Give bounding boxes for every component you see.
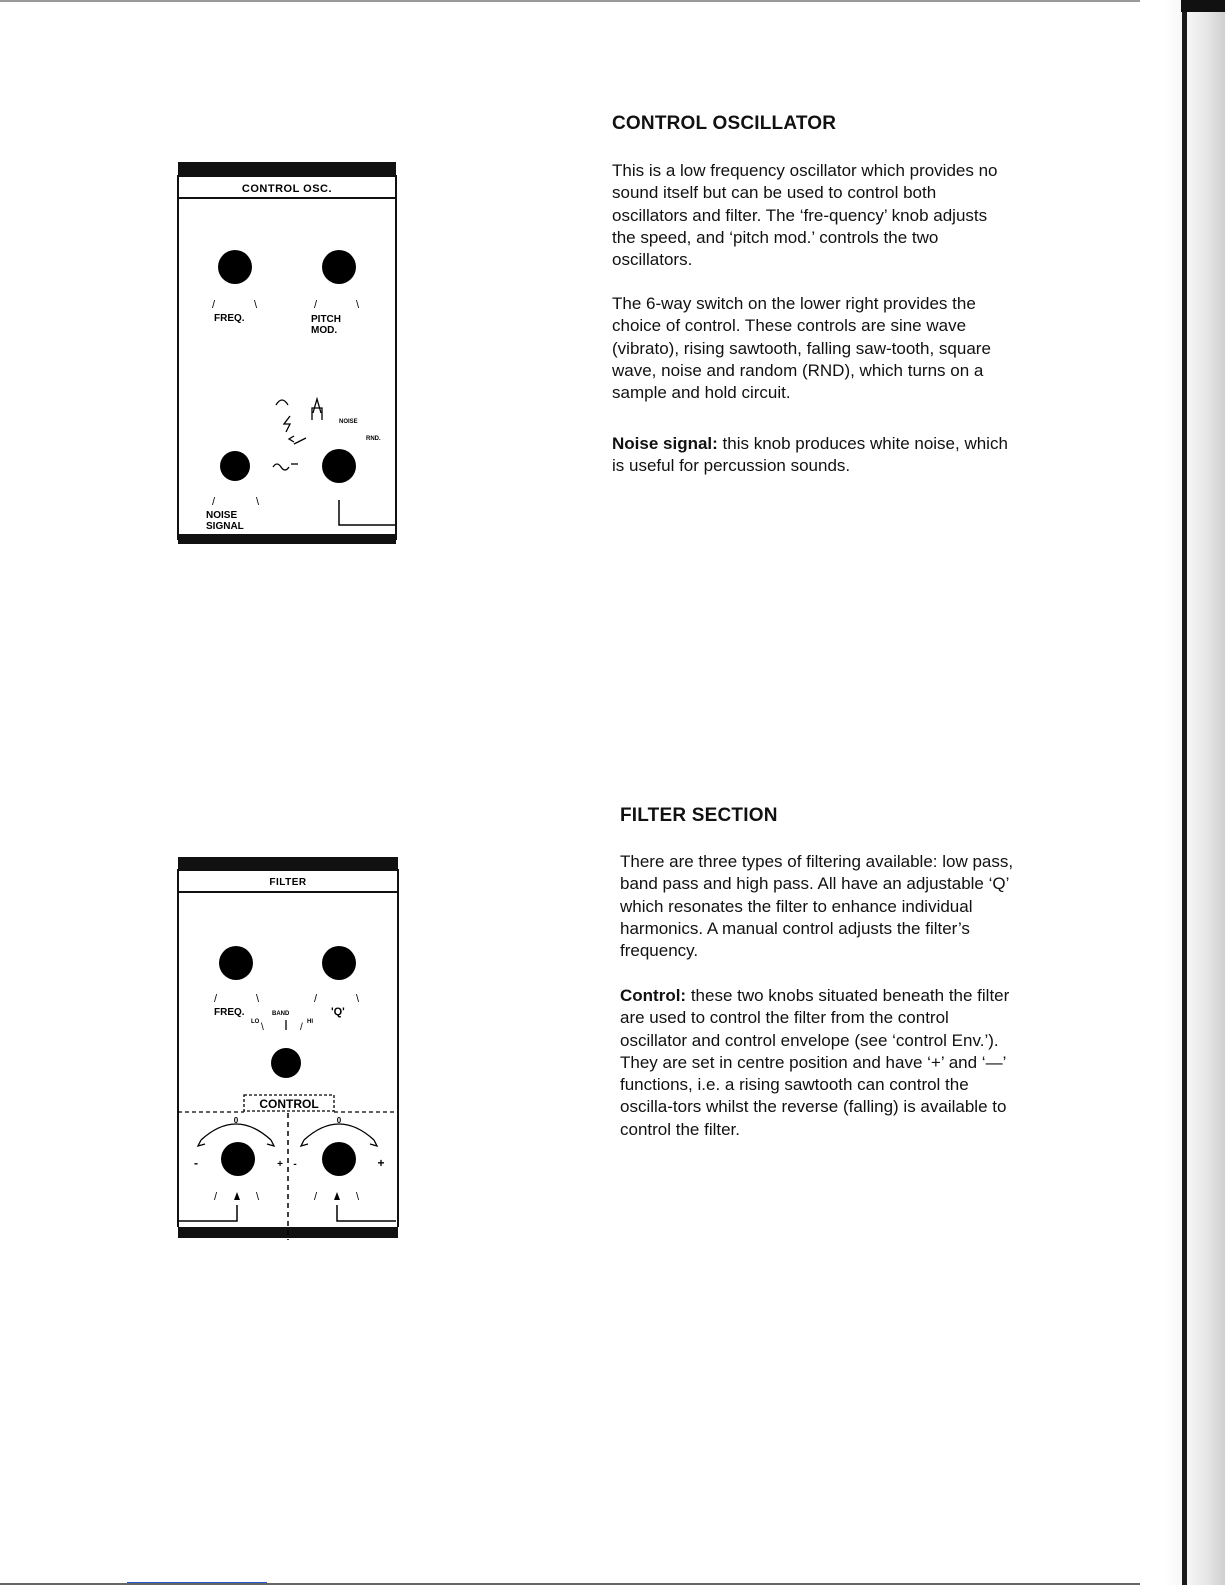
filter-type-switch[interactable]	[271, 1048, 301, 1078]
noise-pos-label: NOISE	[339, 419, 358, 425]
filter-freq-knob[interactable]	[219, 946, 253, 980]
control-label: CONTROL	[259, 1097, 319, 1111]
freq-knob[interactable]	[218, 250, 252, 284]
control-osc-paragraph-1: This is a low frequency oscillator which provides no sound itself but can be used to control both oscillators and filter. The ‘fre-quency’ knob adjusts the speed, and ‘pitch mod.’ controls the two oscillators.	[612, 161, 998, 270]
control-osc-heading: CONTROL OSCILLATOR	[612, 113, 837, 134]
hi-label: HI	[307, 1019, 313, 1025]
svg-text:\: \	[356, 299, 360, 311]
filter-title: FILTER	[269, 877, 307, 888]
filter-control-paragraph	[620, 985, 1010, 1141]
noise-signal-note	[612, 433, 1012, 478]
noise-signal-knob[interactable]	[220, 451, 250, 481]
rnd-pos-label: RND.	[366, 436, 381, 442]
svg-text:/: /	[214, 993, 218, 1005]
control-term: Control:	[620, 986, 687, 1005]
control-osc-paragraph-2: The 6-way switch on the lower right provides the choice of control. These controls are sine wave (vibrato), rising sawtooth, falling saw-tooth, square wave, noise and random (RND), which turns on a sample and hold circuit.	[612, 294, 991, 403]
noise-signal-label-1: NOISE	[206, 510, 238, 521]
bottom-blue-mark	[127, 1582, 267, 1583]
binding-edge	[1165, 0, 1225, 1585]
filter-freq-label: FREQ.	[214, 1007, 245, 1018]
svg-text:\: \	[256, 993, 260, 1005]
svg-text:\: \	[254, 299, 258, 311]
filter-paragraph-1: There are three types of filtering available: low pass, band pass and high pass. All have an adjustable ‘Q’ which resonates the filter to enhance individual harmonics. A manual control adjusts the filter’s frequency.	[620, 852, 1014, 961]
zero-mark-right: 0	[336, 1116, 342, 1125]
plus-mark-left: +	[277, 1159, 283, 1170]
control-osc-title: CONTROL OSC.	[241, 183, 333, 195]
band-label: BAND	[272, 1011, 290, 1017]
filter-q-knob[interactable]	[322, 946, 356, 980]
mod-label: MOD.	[311, 325, 338, 336]
freq-label: FREQ.	[214, 313, 245, 324]
control-desc: these two knobs situated beneath the filter are used to control the filter from the control oscillator and control envelope (see ‘control Env.’). They are set in centre position and have ‘+’ and ‘—’ functions, i.e. a rising sawtooth can control the oscilla-tors whilst the reverse (falling) is available to control the filter.	[620, 986, 1010, 1139]
svg-text:/: /	[314, 299, 318, 311]
svg-text:\: \	[256, 1191, 260, 1203]
svg-text:\: \	[356, 1191, 360, 1203]
svg-text:\: \	[256, 496, 260, 508]
control-osc-amount-knob[interactable]	[221, 1142, 255, 1176]
svg-text:/: /	[300, 1022, 303, 1033]
svg-text:/: /	[314, 993, 318, 1005]
pitch-label: PITCH	[311, 314, 341, 325]
page-top-edge	[0, 0, 1140, 2]
minus-mark-right: -	[293, 1159, 297, 1170]
zero-mark-left: 0	[233, 1116, 239, 1125]
svg-text:\: \	[356, 993, 360, 1005]
svg-text:/: /	[212, 299, 216, 311]
minus-mark-left: -	[194, 1156, 198, 1170]
pitch-mod-knob[interactable]	[322, 250, 356, 284]
q-label: 'Q'	[331, 1006, 345, 1018]
svg-text:/: /	[314, 1191, 318, 1203]
svg-text:/: /	[212, 496, 216, 508]
noise-signal-label-2: SIGNAL	[206, 521, 244, 532]
lo-label: LO	[251, 1019, 260, 1025]
filter-heading: FILTER SECTION	[620, 805, 778, 826]
svg-text:/: /	[214, 1191, 218, 1203]
filter-panel	[176, 855, 402, 1245]
waveform-switch[interactable]	[322, 449, 356, 483]
control-env-amount-knob[interactable]	[322, 1142, 356, 1176]
noise-signal-desc: this knob produces white noise, which is useful for percussion sounds.	[612, 434, 1008, 476]
plus-mark-right: +	[377, 1156, 385, 1170]
svg-text:\: \	[261, 1022, 264, 1033]
noise-signal-term: Noise signal:	[612, 434, 718, 453]
control-osc-panel	[176, 160, 400, 548]
